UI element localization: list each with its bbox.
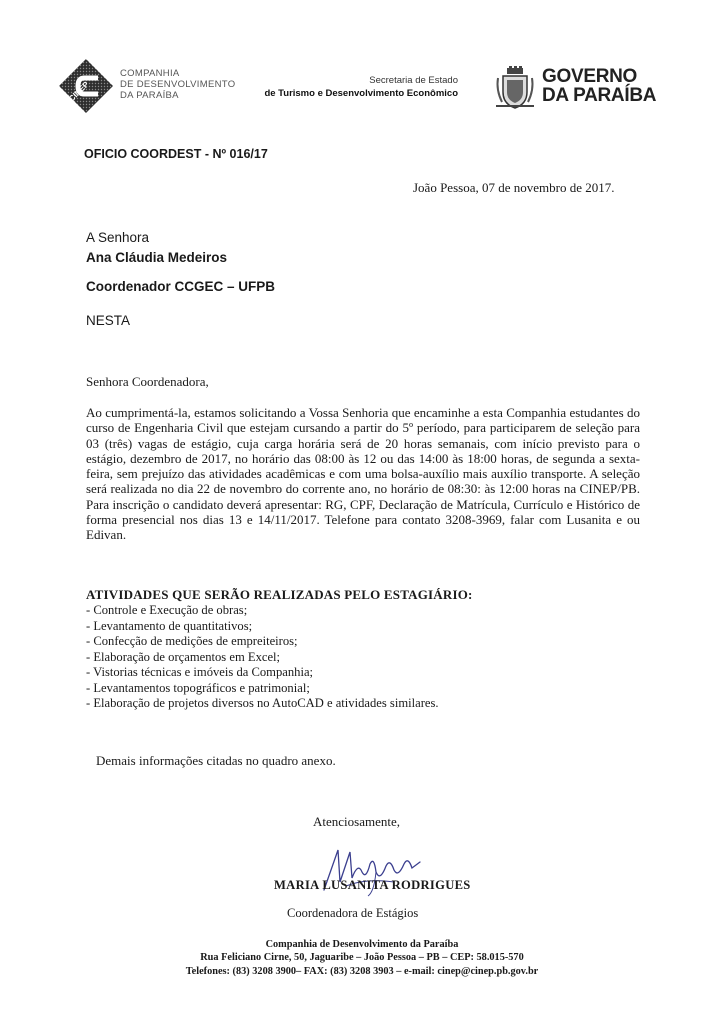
addressee-role: Coordenador CCGEC – UFPB [86,279,276,294]
cinep-logo-icon [58,58,114,114]
signer-role: Coordenadora de Estágios [287,906,419,920]
cinep-name-line: DE DESENVOLVIMENTO [120,79,236,90]
footer-company: Companhia de Desenvolvimento da Paraíba [265,939,459,950]
letter-body: Ao cumprimentá-la, estamos solicitando a Vossa Senhoria que encaminhe a esta Companhia estudantes do curso de Engenharia Civil que estejam cursando a partir do 5º período, para participarem de seleção para 03 (três) vagas de estágio, cuja carga horária será de 20 horas semanais, com início previsto para o estágio, dezembro de 2017, no horário das 08:00 às 12 ou das 14:00 às 18:00 horas, de segunda a sexta-feira, sem prejuízo das atividades acadêmicas e com uma bolsa-auxílio mais auxílio transporte. A seleção será realizada no dia 22 de novembro do corrente ano, no horário de 08:30: às 12:00 horas na CINEP/PB. Para inscrição o candidato deverá apresentar: RG, CPF, Declaração de Matrícula, Currículo e Histórico de forma presencial nos dias 13 e 14/11/2017. Telefone para contato 3208-3969, falar com Lusanita e ou Edivan. [86,405,640,543]
document-reference: OFICIO COORDEST - Nº 016/17 [84,147,268,161]
activities-list [86,603,439,712]
government-line2: DA PARAÍBA [542,85,657,106]
cinep-name-line: COMPANHIA [120,68,180,79]
addressee-location: NESTA [86,313,131,328]
government-crest-icon [494,66,536,110]
activity-item: - Levantamentos topográficos e patrimonial; [86,680,310,695]
activity-item: - Controle e Execução de obras; [86,603,248,617]
addressee-salutation: A Senhora [86,230,150,245]
activity-item: - Vistorias técnicas e imóveis da Companhia; [86,665,314,679]
secretaria-line2: de Turismo e Desenvolvimento Econômico [264,88,458,99]
letter-greeting: Senhora Coordenadora, [86,374,209,389]
cinep-badge-text: CINEP [67,79,91,104]
activity-item: - Elaboração de orçamentos em Excel; [86,649,281,664]
government-name [542,67,656,105]
letter-footer [0,938,724,978]
document-date: João Pessoa, 07 de novembro de 2017. [413,180,615,195]
addressee-name: Ana Cláudia Medeiros [86,250,228,265]
secretaria-line1: Secretaria de Estado [369,75,458,86]
footer-contacts: Telefones: (83) 3208 3900– FAX: (83) 3208 3903 – e-mail: cinep@cinep.pb.gov.br [185,965,539,977]
letter-closing: Atenciosamente, [313,814,400,829]
government-line1: GOVERNO [542,66,638,87]
activity-item: - Elaboração de projetos diversos no AutoCAD e atividades similares. [86,696,439,710]
activity-item: - Levantamento de quantitativos; [86,618,253,633]
activities-title: ATIVIDADES QUE SERÃO REALIZADAS PELO ESTAGIÁRIO: [86,587,473,602]
cinep-company-name [120,68,235,101]
additional-info: Demais informações citadas no quadro anexo. [96,753,336,768]
secretaria-block [264,74,458,100]
signer-name: MARIA LUSANITA RODRIGUES [274,878,471,892]
activity-item: - Confecção de medições de empreiteiros; [86,634,298,648]
cinep-name-line: DA PARAÍBA [120,90,179,101]
footer-address: Rua Feliciano Cirne, 50, Jaguaribe – João Pessoa – PB – CEP: 58.015-570 [200,952,524,964]
